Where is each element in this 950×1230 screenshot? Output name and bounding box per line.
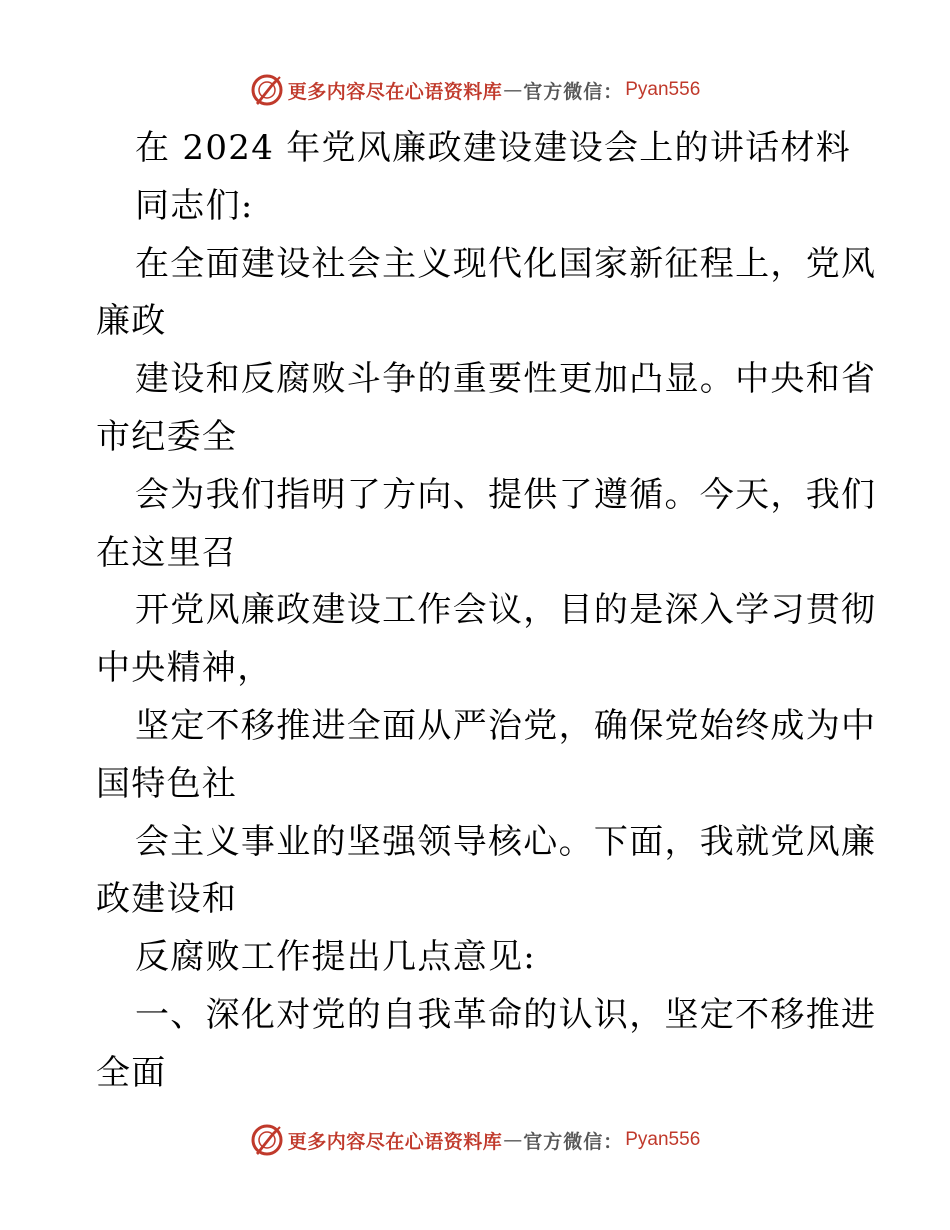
paragraph-line: 开党风廉政建设工作会议，目的是深入学习贯彻 bbox=[135, 590, 877, 631]
paragraph-line: 市纪委全 bbox=[96, 416, 238, 457]
paragraph-line: 国特色社 bbox=[96, 763, 238, 804]
watermark-dash: — bbox=[503, 79, 523, 101]
paragraph-line: 政建设和 bbox=[96, 879, 238, 920]
watermark-label: 官方微信： bbox=[523, 1130, 624, 1153]
watermark-dash: — bbox=[503, 1129, 523, 1151]
header-watermark-banner bbox=[0, 68, 950, 112]
paragraph-line: 坚定不移推进全面从严治党，确保党始终成为中 bbox=[135, 705, 877, 746]
paragraph-line: 中央精神， bbox=[96, 648, 273, 689]
salutation: 同志们: bbox=[135, 185, 254, 226]
footer-watermark-banner bbox=[0, 1118, 950, 1162]
paragraph-line: 反腐败工作提出几点意见: bbox=[135, 937, 537, 978]
section-heading-continuation: 全面 bbox=[96, 1052, 167, 1093]
section-heading: 一、深化对党的自我革命的认识，坚定不移推进 bbox=[135, 994, 877, 1035]
paragraph-line: 在这里召 bbox=[96, 532, 238, 573]
document-title: 在 2024 年党风廉政建设建设会上的讲话材料 bbox=[135, 128, 852, 168]
paragraph-line: 会为我们指明了方向、提供了遵循。今天，我们 bbox=[135, 474, 877, 515]
watermark-account: Pyan556 bbox=[625, 1129, 701, 1150]
quill-logo-icon bbox=[250, 73, 284, 107]
watermark-label: 官方微信： bbox=[523, 80, 624, 103]
watermark-account: Pyan556 bbox=[625, 79, 701, 100]
watermark-main-text: 更多内容尽在心语资料库 bbox=[287, 1130, 503, 1153]
paragraph-line: 建设和反腐败斗争的重要性更加凸显。中央和省 bbox=[135, 359, 877, 400]
quill-logo-icon bbox=[250, 1123, 284, 1157]
paragraph-line: 廉政 bbox=[96, 301, 167, 342]
paragraph-line: 在全面建设社会主义现代化国家新征程上，党风 bbox=[135, 243, 877, 284]
document-body bbox=[96, 120, 877, 1103]
paragraph-line: 会主义事业的坚强领导核心。下面，我就党风廉 bbox=[135, 821, 877, 862]
watermark-main-text: 更多内容尽在心语资料库 bbox=[287, 80, 503, 103]
